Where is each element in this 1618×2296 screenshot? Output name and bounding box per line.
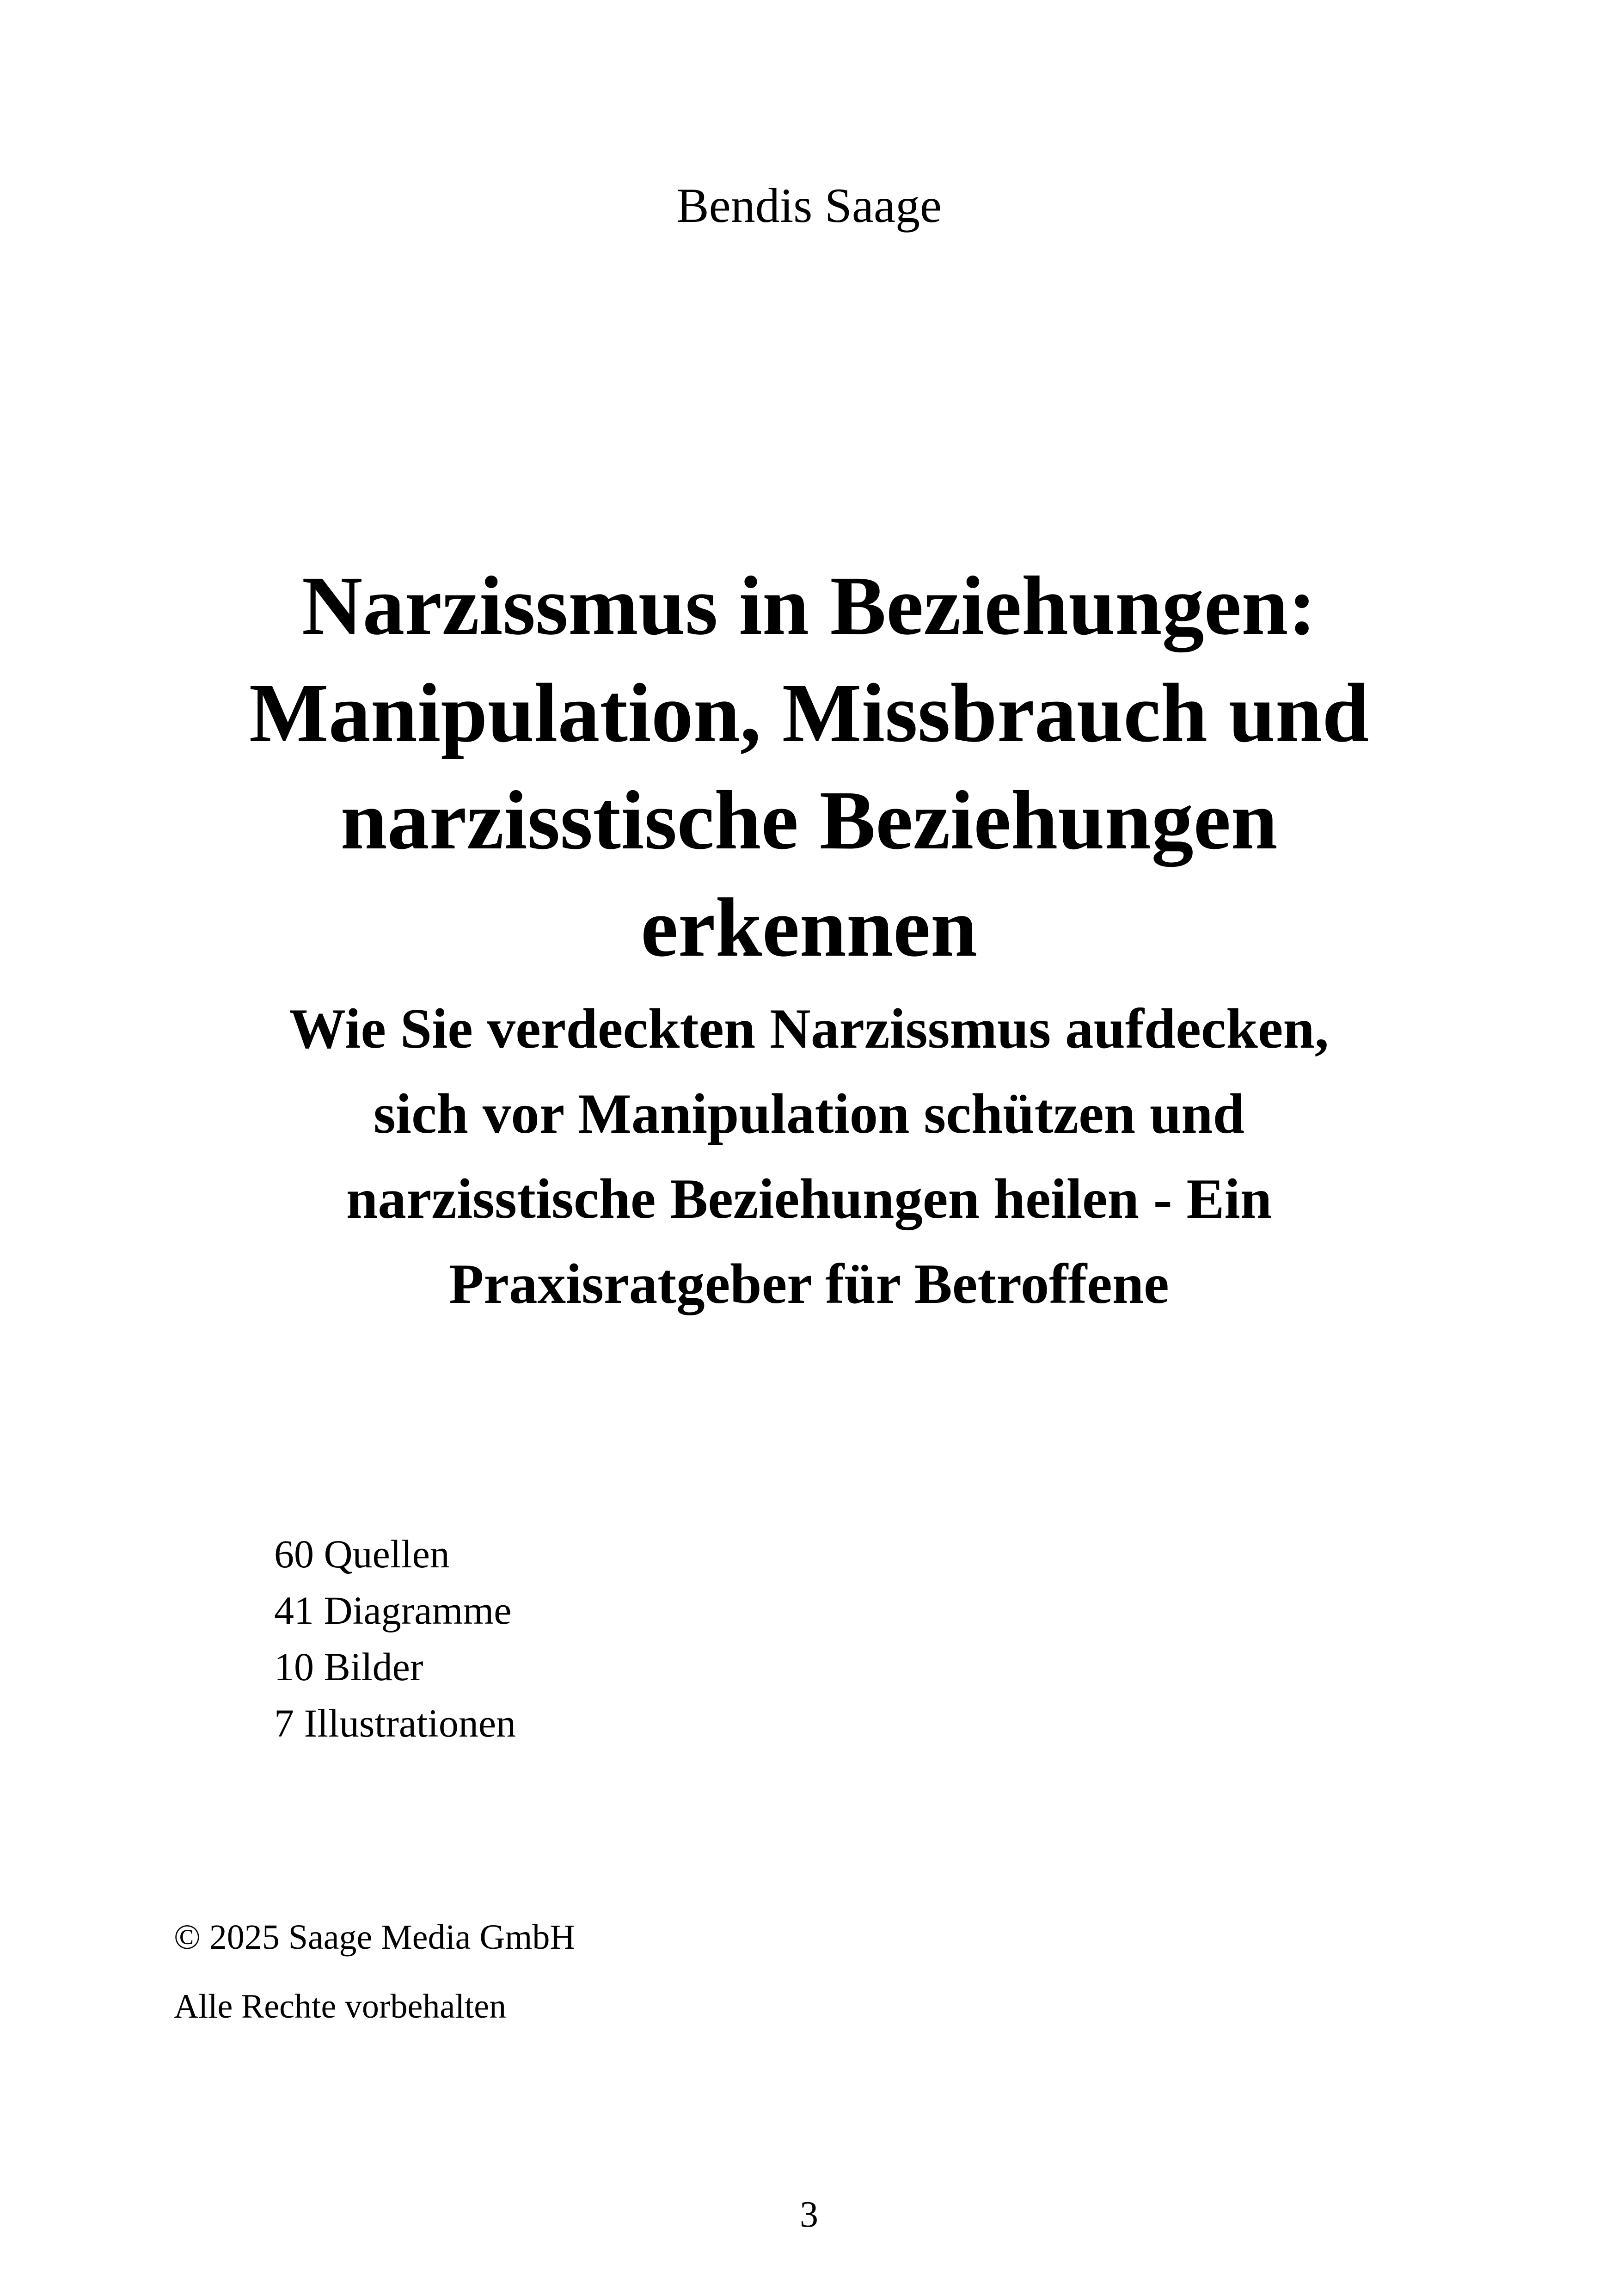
title-block [116,553,1502,1326]
book-stats-list [274,1526,516,1751]
subtitle-line: sich vor Manipulation schützen und [373,1082,1245,1145]
subtitle-line: narzisstische Beziehungen heilen - Ein [346,1167,1272,1230]
title-line: Manipulation, Missbrauch und [249,667,1369,760]
stat-sources: 60 Quellen [274,1532,450,1576]
stat-illustrations: 7 Illustrationen [274,1701,516,1745]
subtitle-line: Wie Sie verdeckten Narzissmus aufdecken, [289,997,1329,1060]
page-number: 3 [800,2194,818,2235]
subtitle-line: Praxisratgeber für Betroffene [449,1252,1169,1315]
title-line: narzisstische Beziehungen [340,774,1278,867]
book-title [116,553,1502,982]
author-name: Bendis Saage [676,178,942,233]
stat-diagrams: 41 Diagramme [274,1588,512,1633]
book-subtitle [116,986,1502,1326]
title-line: Narzissmus in Beziehungen: [301,559,1317,652]
title-line: erkennen [641,881,977,974]
copyright-notice: © 2025 Saage Media GmbH [174,1918,576,1957]
rights-notice: Alle Rechte vorbehalten [174,1988,507,2026]
stat-images: 10 Bilder [274,1645,423,1689]
